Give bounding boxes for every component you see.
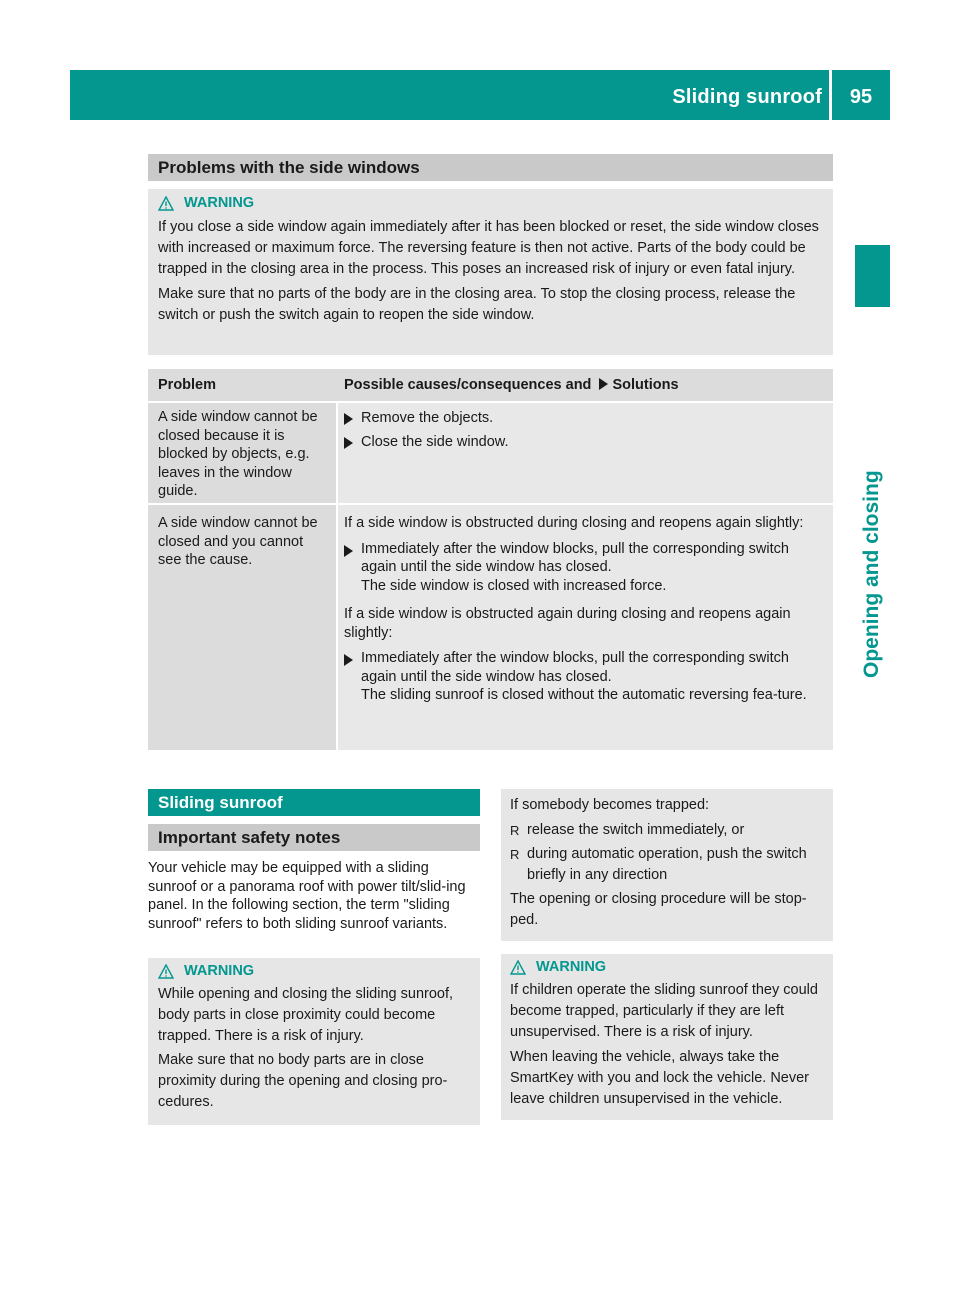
- solution-step: [344, 408, 827, 429]
- table-row-2-problem: [148, 505, 336, 750]
- solution-step: [344, 540, 827, 577]
- problem-text: A side window cannot be closed because it is blocked by objects, e.g. leaves in the window guide.: [158, 409, 318, 499]
- sunroof-intro-text: Your vehicle may be equipped with a sliding sunroof or a panorama roof with power tilt/slid-ing panel. In the following section, the term "sliding sunroof" refers to both sliding sunroof variants.: [148, 860, 466, 932]
- warning-text: Make sure that no parts of the body are in the closing area. To stop the closing process, release the switch or push the switch again to reopen the side window.: [158, 286, 796, 323]
- column-header-solutions: [344, 377, 679, 393]
- warning-title: [158, 195, 825, 211]
- solution-step-text: Immediately after the window blocks, pull the corresponding switch again until the side window has closed.: [361, 540, 789, 575]
- page-number: 95: [849, 86, 873, 108]
- header-separator: [829, 70, 832, 120]
- arrow-icon: [344, 437, 353, 449]
- solution-step-text: Remove the objects.: [361, 410, 494, 426]
- list-item-text: during automatic operation, push the switch briefly in any direction: [527, 846, 807, 883]
- solution-result: The side window is closed with increased force.: [361, 577, 667, 594]
- solution-step-text: Immediately after the window blocks, pull the corresponding switch again until the side window has closed.: [361, 650, 789, 685]
- side-tab: [852, 318, 892, 678]
- warning-triangle-icon: [510, 960, 526, 975]
- problem-text: A side window cannot be closed and you cannot see the cause.: [158, 515, 318, 568]
- side-tab-marker: [855, 245, 890, 307]
- section-heading-side-windows: Problems with the side windows: [148, 154, 833, 181]
- solution-step: [344, 432, 827, 453]
- warning-text: If children operate the sliding sunroof they could become trapped, particularly if they are left unsupervised. There is a risk of injury.: [510, 982, 818, 1040]
- solution-result: The sliding sunroof is closed without the automatic reversing fea-ture.: [361, 687, 807, 703]
- column-header-solutions-prefix: Possible causes/consequences and: [344, 377, 592, 393]
- warning-text: If you close a side window again immediately after it has been blocked or reset, the side window closes with increased or maximum force. The reversing feature is then not active. Parts of the body could be trapped in the closing area in the process. This poses an increased risk of injury or even fatal injury.: [158, 219, 819, 277]
- trapped-info-box: [501, 789, 833, 941]
- table-header: [148, 369, 833, 401]
- section-heading-sliding-sunroof: Sliding sunroof: [148, 789, 480, 816]
- table-row-2-solutions: [338, 505, 833, 750]
- trapped-intro: If somebody becomes trapped:: [510, 797, 710, 813]
- warning-text: While opening and closing the sliding sunroof, body parts in close proximity could become trapped. There is a risk of injury.: [158, 986, 454, 1044]
- warning-label: WARNING: [184, 195, 255, 211]
- arrow-icon: [599, 378, 608, 390]
- solution-step: [344, 649, 827, 686]
- arrow-icon: [344, 545, 353, 557]
- warning-box-side-windows: [148, 189, 833, 355]
- solution-intro: If a side window is obstructed during closing and reopens again slightly:: [344, 515, 804, 531]
- trapped-outro: The opening or closing procedure will be stop-ped.: [510, 891, 807, 928]
- warning-label: WARNING: [536, 959, 607, 975]
- solution-step-text: Close the side window.: [361, 434, 509, 450]
- list-item: [510, 844, 827, 886]
- list-item-text: release the switch immediately, or: [527, 822, 745, 838]
- solution-intro: If a side window is obstructed again during closing and reopens again slightly:: [344, 606, 791, 641]
- arrow-icon: [344, 654, 353, 666]
- warning-text: When leaving the vehicle, always take the SmartKey with you and lock the vehicle. Never leave children unsupervised in the vehicle.: [510, 1049, 809, 1107]
- warning-title: [158, 963, 474, 979]
- bullet-r-icon: R: [510, 823, 520, 838]
- table-row-1-problem: [148, 403, 336, 503]
- column-header-problem: Problem: [158, 377, 217, 393]
- bullet-r-icon: R: [510, 847, 520, 862]
- warning-box-children: [501, 954, 833, 1120]
- warning-label: WARNING: [184, 963, 255, 979]
- table-row-1-solutions: [338, 403, 833, 503]
- warning-triangle-icon: [158, 964, 174, 979]
- header-title: Sliding sunroof: [672, 86, 822, 108]
- list-item: [510, 820, 827, 841]
- warning-title: [510, 959, 827, 975]
- warning-box-sunroof: [148, 958, 480, 1125]
- side-tab-label: Opening and closing: [860, 470, 883, 678]
- arrow-icon: [344, 413, 353, 425]
- warning-triangle-icon: [158, 196, 174, 211]
- subheading-safety-notes: Important safety notes: [148, 824, 480, 851]
- warning-text: Make sure that no body parts are in close proximity during the opening and closing pro-cedures.: [158, 1052, 448, 1110]
- column-header-solutions-suffix: Solutions: [612, 377, 679, 393]
